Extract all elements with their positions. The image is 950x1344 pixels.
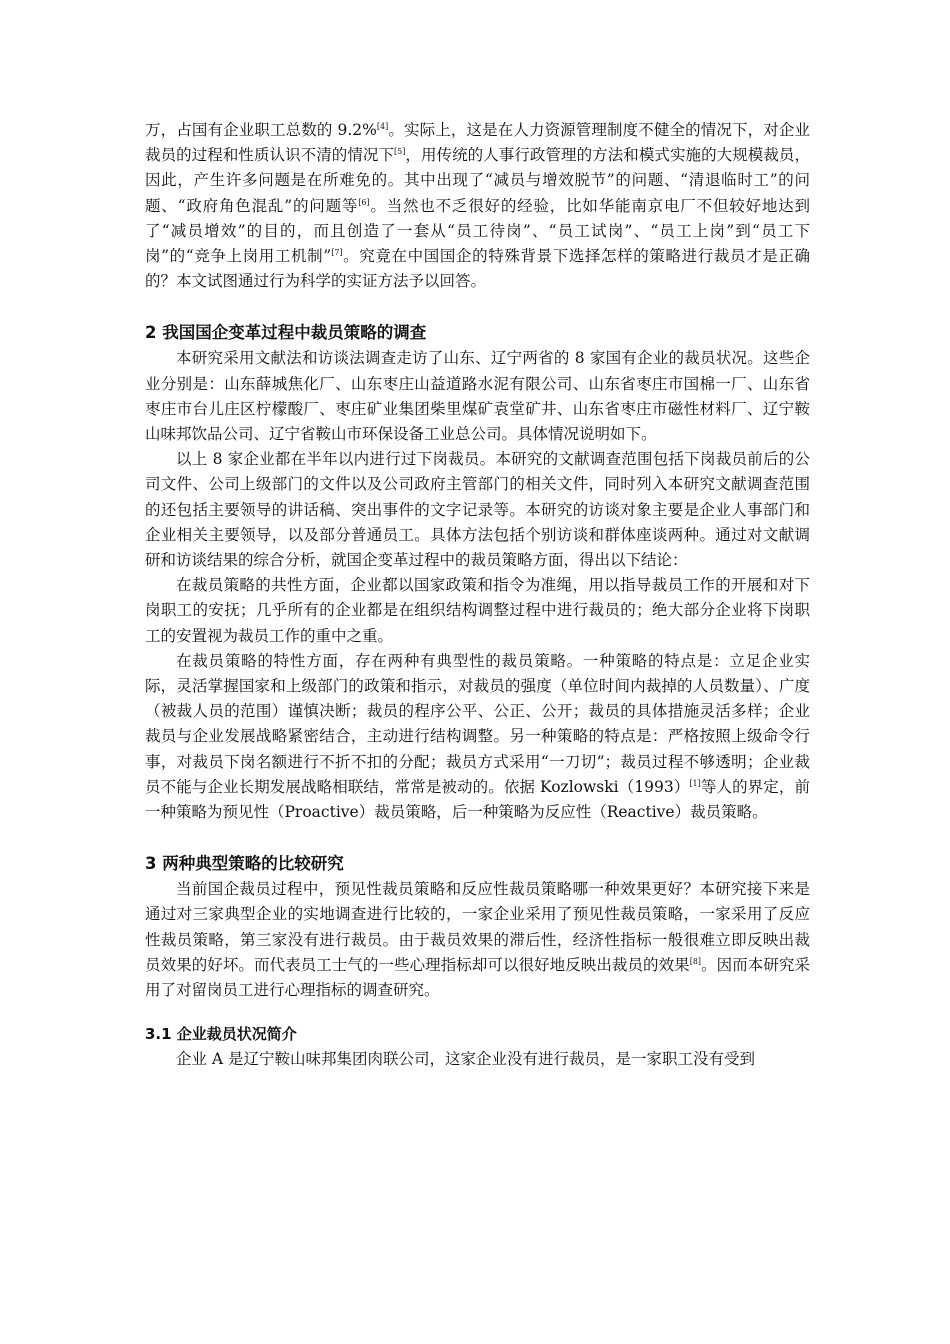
section-2-paragraph-1: 本研究采用文献法和访谈法调查走访了山东、辽宁两省的 8 家国有企业的裁员状况。这些企业分别是：山东薛城焦化厂、山东枣庄山益道路水泥有限公司、山东省枣庄市国棉一厂、山东省枣庄市台儿庄区柠檬酸厂、枣庄矿业集团柴里煤矿袁堂矿井、山东省枣庄市磁性材料厂、辽宁鞍山味邦饮品公司、辽宁省鞍山市环保设备工业总公司。具体情况说明如下。 — [145, 349, 810, 444]
citation-ref: [7] — [331, 248, 343, 258]
text-run: 。究竟在中国国企的特殊背景下选择怎样的策略进行裁员才是正确的？本文试图通过行为科学的实证方法予以回答。 — [145, 247, 810, 291]
section-3-heading: 3 两种典型策略的比较研究 — [145, 854, 344, 874]
section-2-heading: 2 我国国企变革过程中裁员策略的调查 — [145, 323, 427, 343]
section-3-paragraph-1 — [145, 877, 810, 1003]
text-run: 当前国企裁员过程中，预见性裁员策略和反应性裁员策略哪一种效果更好？本研究接下来是通过对三家典型企业的实地调查进行比较的，一家企业采用了预见性裁员策略，一家采用了反应性裁员策略，第三家没有进行裁员。由于裁员效果的滞后性，经济性指标一般很难立即反映出裁员效果的好坏。而代表员工士气的一些心理指标却可以很好地反映出裁员的效果 — [145, 880, 810, 974]
text-run: 。当然也不乏很好的经验，比如华能南京电厂不但较好地达到了“减员增效”的目的，而且创造了一套从“员工待岗”、“员工试岗”、“员工上岗”到“员工下岗”的“竞争上岗用工机制” — [145, 196, 810, 266]
text-run: 。实际上，这是在人力资源管理制度不健全的情况下，对企业裁员的过程和性质认识不清的情况下 — [145, 121, 810, 165]
text-run: 等人的界定，前一种策略为预见性（Proactive）裁员策略，后一种策略为反应性（Reactive）裁员策略。 — [145, 777, 810, 822]
document-page — [145, 118, 810, 1073]
section-2-paragraph-3: 在裁员策略的共性方面，企业都以国家政策和指令为准绳，用以指导裁员工作的开展和对下岗职工的安抚；几乎所有的企业都是在组织结构调整过程中进行裁员的；绝大部分企业将下岗职工的安置视为裁员工作的重中之重。 — [145, 576, 810, 645]
citation-ref: [5] — [394, 147, 406, 157]
citation-ref: [1] — [689, 778, 701, 788]
section-2-paragraph-2: 以上 8 家企业都在半年以内进行过下岗裁员。本研究的文献调查范围包括下岗裁员前后的公司文件、公司上级部门的文件以及公司政府主管部门的相关文件，同时列入本研究文献调查范围的还包括主要领导的讲话稿、突出事件的文字记录等。本研究的访谈对象主要是企业人事部门和企业相关主要领导，以及部分普通员工。具体方法包括个别访谈和群体座谈两种。通过对文献调研和访谈结果的综合分析，就国企变革过程中的裁员策略方面，得出以下结论： — [145, 450, 810, 570]
citation-ref: [8] — [689, 956, 702, 966]
text-run: 万，占国有企业职工总数的 9.2% — [145, 121, 377, 139]
citation-ref: [6] — [358, 197, 370, 207]
text-run: 在裁员策略的特性方面，存在两种有典型性的裁员策略。一种策略的特点是：立足企业实际，灵活掌握国家和上级部门的政策和指示，对裁员的强度（单位时间内裁掉的人员数量）、广度（被裁人员的范围）谨慎决断；裁员的程序公平、公正、公开；裁员的具体措施灵活多样；企业裁员与企业发展战略紧密结合，主动进行结构调整。另一种策略的特点是：严格按照上级命令行事，对裁员下岗名额进行不折不扣的分配；裁员方式采用“一刀切”；裁员过程不够透明；企业裁员不能与企业长期发展战略相联结，常常是被动的。依据 Kozlowski（1993） — [145, 651, 810, 796]
citation-ref: [4] — [376, 122, 389, 131]
text-run: 。因而本研究采用了对留岗员工进行心理指标的调查研究。 — [145, 955, 810, 1000]
text-run: ，用传统的人事行政管理的方法和模式实施的大规模裁员，因此，产生许多问题是在所难免的。其中出现了“减员与增效脱节”的问题、“清退临时工”的问题、“政府角色混乱”的问题等 — [145, 146, 810, 215]
intro-paragraph — [145, 118, 810, 294]
subsection-3-1-heading: 3.1 企业裁员状况简介 — [145, 1025, 297, 1044]
subsection-3-1-paragraph-1: 企业 A 是辽宁鞍山味邦集团肉联公司，这家企业没有进行裁员，是一家职工没有受到 — [176, 1050, 756, 1069]
section-2-paragraph-4 — [145, 649, 810, 825]
